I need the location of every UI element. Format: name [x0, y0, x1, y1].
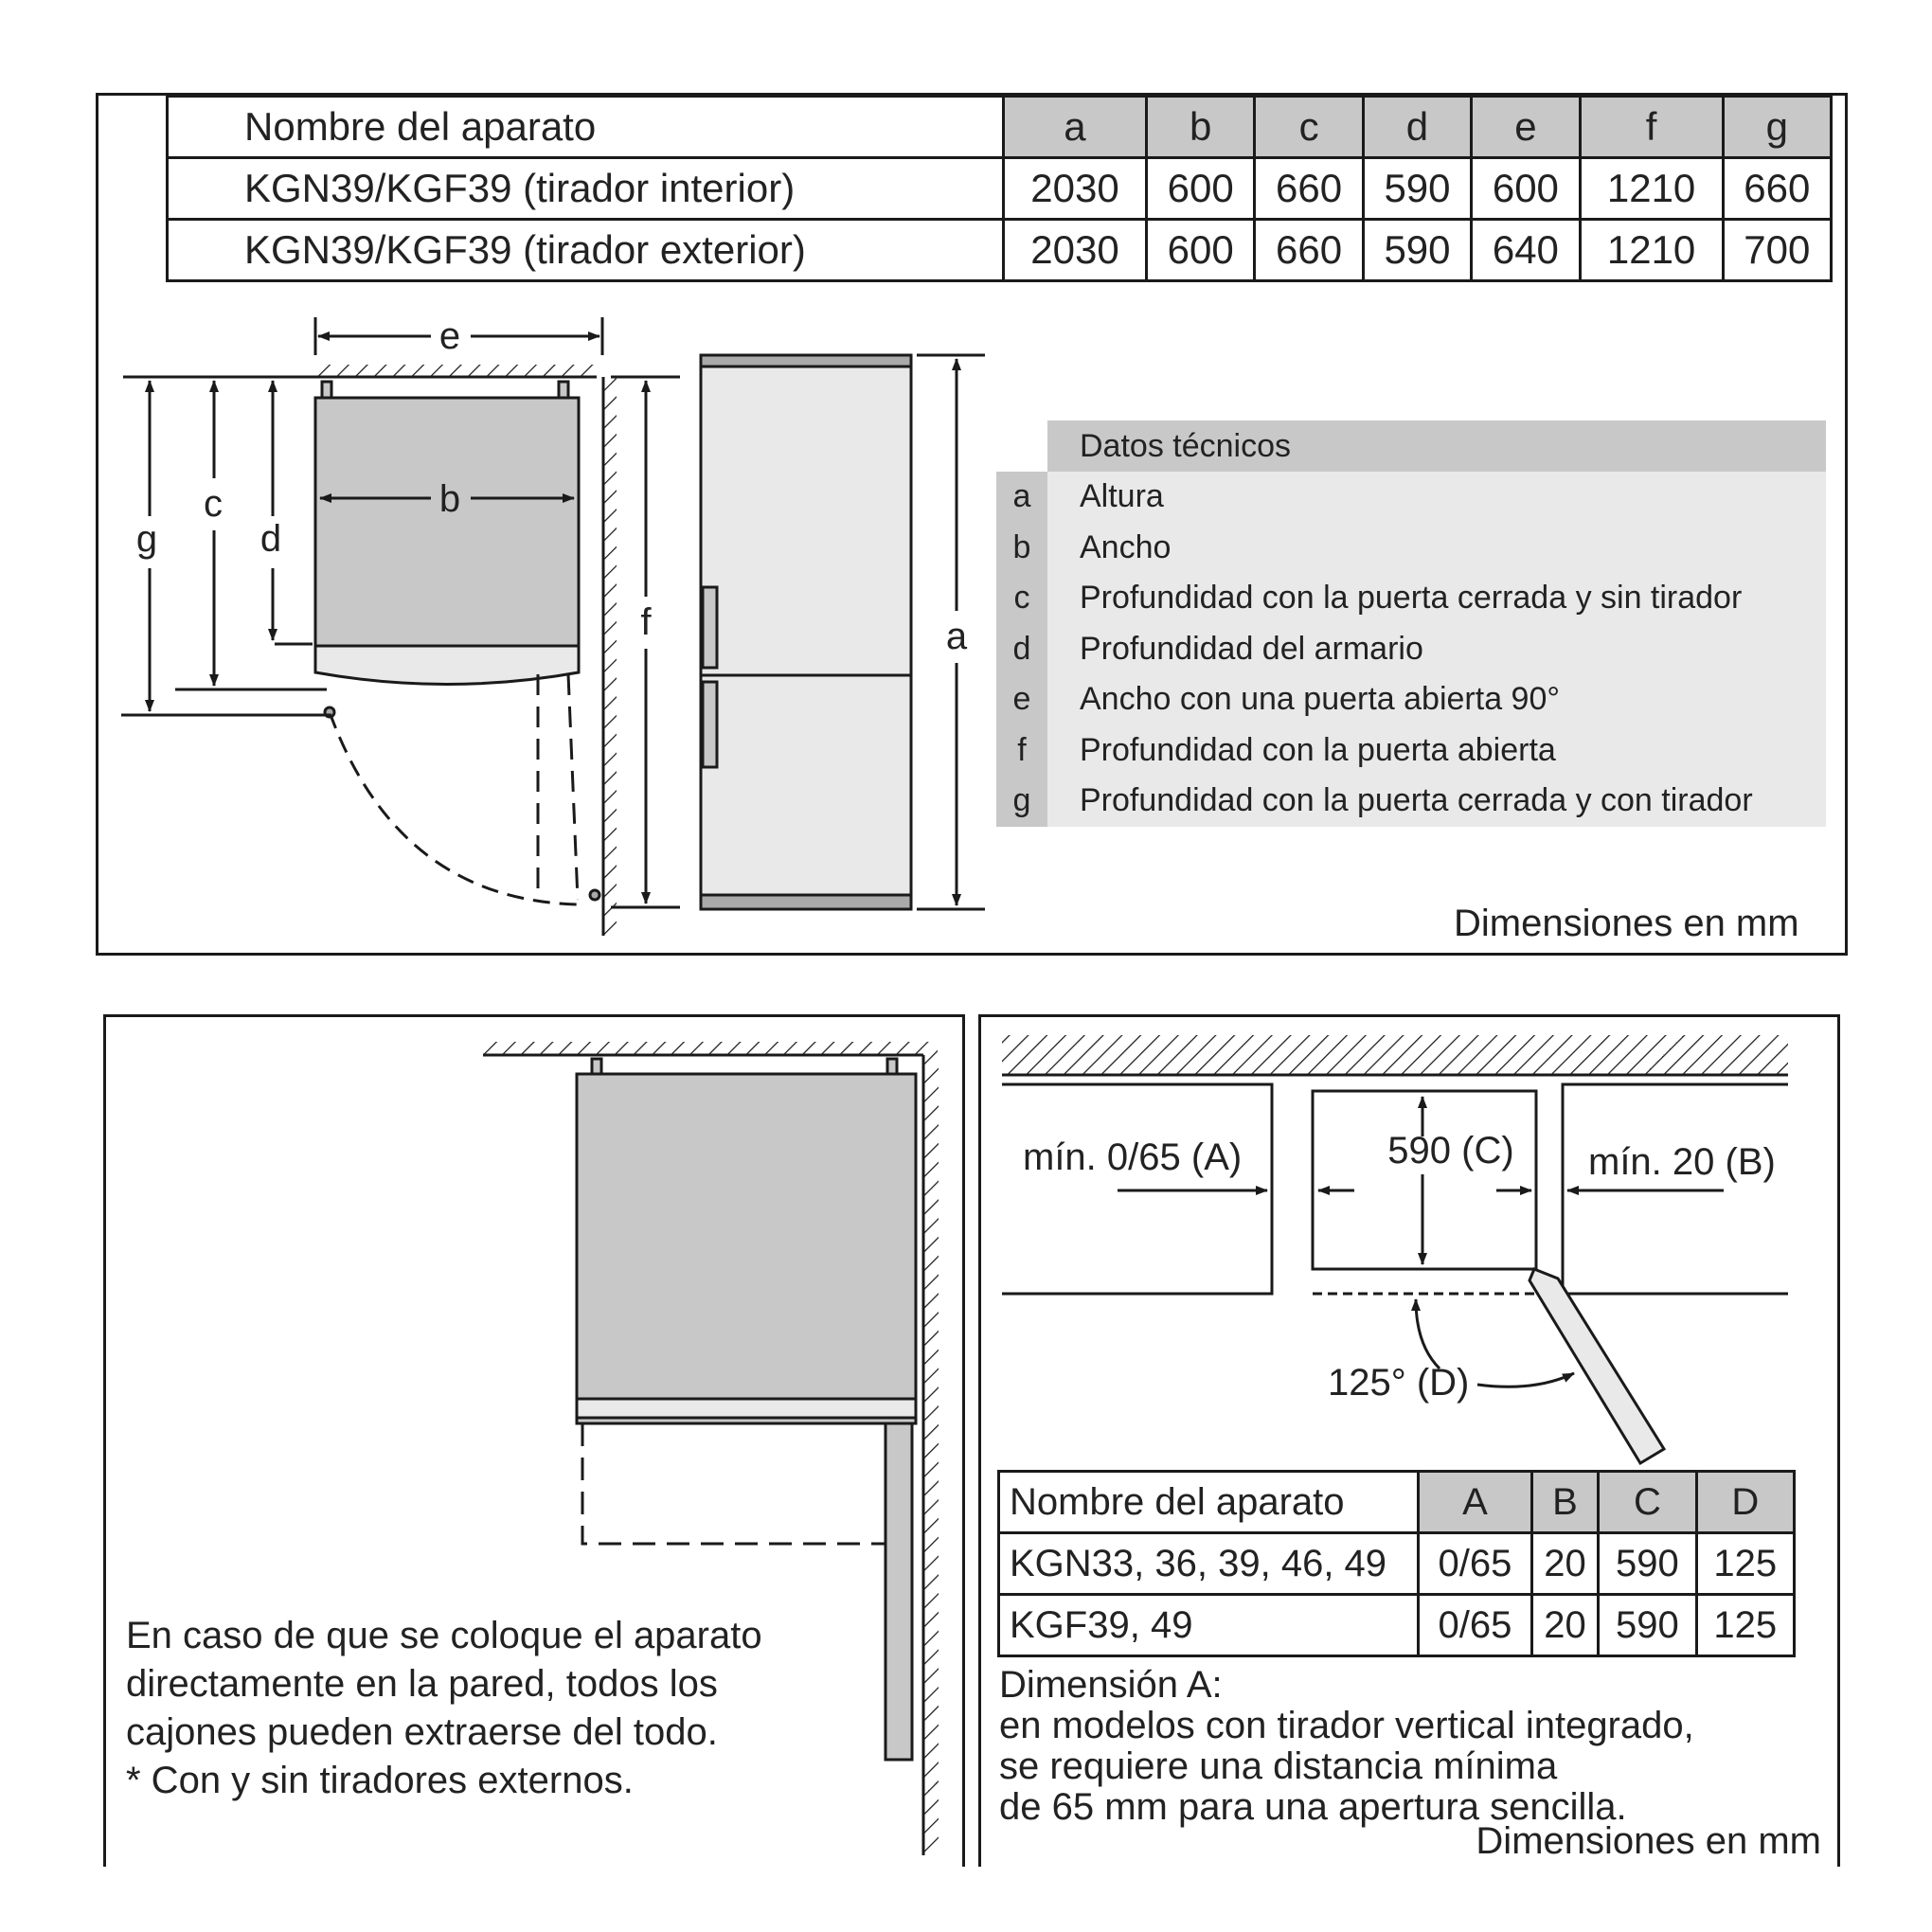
dim-label-b: b [438, 478, 461, 520]
col-header-c: c [1255, 97, 1363, 158]
dim-label-d: d [259, 518, 282, 560]
col-header-B: B [1531, 1472, 1598, 1533]
legend-row [996, 523, 1826, 574]
legend-letter: a [996, 472, 1047, 523]
technical-data-legend [996, 420, 1826, 827]
legend-letter: b [996, 523, 1047, 574]
cell-f: 1210 [1580, 158, 1723, 220]
col-header-g: g [1723, 97, 1831, 158]
cell-model: KGF39, 49 [999, 1595, 1419, 1656]
col-header-f: f [1580, 97, 1723, 158]
table-row [999, 1533, 1795, 1595]
dim-label-c: c [204, 483, 223, 525]
col-header-name: Nombre del aparato [999, 1472, 1419, 1533]
note-line: en modelos con tirador vertical integrado, [999, 1705, 1694, 1746]
model-dimensions-table [166, 95, 1833, 282]
note-line: Dimensión A: [999, 1664, 1223, 1706]
legend-desc: Altura [1047, 472, 1826, 523]
cell-g: 700 [1723, 220, 1831, 281]
cell-e: 640 [1472, 220, 1580, 281]
cell-C: 590 [1599, 1533, 1696, 1595]
dimensions-unit-note: Dimensiones en mm [1454, 903, 1799, 944]
cell-D: 125 [1696, 1595, 1794, 1656]
clearance-left-label: mín. 0/65 (A) [1023, 1136, 1243, 1178]
note-line: cajones pueden extraerse del todo. [126, 1711, 718, 1753]
col-header-name: Nombre del aparato [168, 97, 1004, 158]
cell-d: 590 [1363, 158, 1471, 220]
legend-desc: Profundidad con la puerta abierta [1047, 725, 1826, 777]
cell-d: 590 [1363, 220, 1471, 281]
legend-desc: Profundidad con la puerta cerrada y sin tirador [1047, 573, 1826, 624]
cell-A: 0/65 [1419, 1595, 1532, 1656]
legend-desc: Profundidad del armario [1047, 624, 1826, 675]
note-line: se requiere una distancia mínima [999, 1745, 1558, 1787]
legend-letter: g [996, 776, 1047, 827]
wall-install-note [126, 1612, 762, 1805]
col-header-D: D [1696, 1472, 1794, 1533]
legend-row [996, 674, 1826, 725]
note-line: de 65 mm para una apertura sencilla. [999, 1786, 1627, 1828]
top-view-diagram [121, 317, 680, 936]
legend-row [996, 725, 1826, 777]
dimensions-unit-note-clip [978, 1820, 1840, 1862]
col-header-C: C [1599, 1472, 1696, 1533]
cell-A: 0/65 [1419, 1533, 1532, 1595]
cell-b: 600 [1146, 158, 1254, 220]
legend-letter: f [996, 725, 1047, 777]
table-row [168, 220, 1832, 281]
dim-label-a: a [945, 616, 968, 657]
cell-model: KGN39/KGF39 (tirador interior) [168, 158, 1004, 220]
side-view-diagram [701, 355, 985, 909]
legend-desc: Profundidad con la puerta cerrada y con tirador [1047, 776, 1826, 827]
table-row [168, 158, 1832, 220]
dimension-a-note [999, 1665, 1694, 1828]
legend-row [996, 472, 1826, 523]
clearance-right-label: mín. 20 (B) [1588, 1141, 1776, 1183]
cell-B: 20 [1531, 1595, 1598, 1656]
dim-label-e: e [438, 315, 461, 357]
cell-model: KGN33, 36, 39, 46, 49 [999, 1533, 1419, 1595]
dim-label-g: g [135, 518, 158, 560]
cell-e: 600 [1472, 158, 1580, 220]
cell-c: 660 [1255, 158, 1363, 220]
cell-g: 660 [1723, 158, 1831, 220]
table-row [999, 1595, 1795, 1656]
note-line: directamente en la pared, todos los [126, 1663, 718, 1705]
clearance-table [997, 1470, 1796, 1657]
col-header-a: a [1004, 97, 1147, 158]
legend-letter: d [996, 624, 1047, 675]
dim-label-f: f [640, 601, 652, 643]
note-line: En caso de que se coloque el aparato [126, 1615, 762, 1656]
cell-B: 20 [1531, 1533, 1598, 1595]
cell-f: 1210 [1580, 220, 1723, 281]
legend-letter: c [996, 573, 1047, 624]
col-header-d: d [1363, 97, 1471, 158]
technical-data-title: Datos técnicos [1047, 420, 1826, 472]
col-header-b: b [1146, 97, 1254, 158]
legend-row [996, 776, 1826, 827]
col-header-e: e [1472, 97, 1580, 158]
dimensions-unit-note-bottom: Dimensiones en mm [1476, 1820, 1821, 1862]
cell-a: 2030 [1004, 158, 1147, 220]
clearance-center-label: 590 (C) [1387, 1130, 1514, 1172]
legend-desc: Ancho [1047, 523, 1826, 574]
legend-letter: e [996, 674, 1047, 725]
legend-row [996, 573, 1826, 624]
col-header-A: A [1419, 1472, 1532, 1533]
legend-row [996, 624, 1826, 675]
cell-a: 2030 [1004, 220, 1147, 281]
cell-b: 600 [1146, 220, 1254, 281]
legend-desc: Ancho con una puerta abierta 90° [1047, 674, 1826, 725]
cell-C: 590 [1599, 1595, 1696, 1656]
cell-D: 125 [1696, 1533, 1794, 1595]
table-header-row [999, 1472, 1795, 1533]
cell-model: KGN39/KGF39 (tirador exterior) [168, 220, 1004, 281]
clearance-angle-label: 125° (D) [1328, 1362, 1470, 1404]
table-header-row [168, 97, 1832, 158]
cell-c: 660 [1255, 220, 1363, 281]
note-line: * Con y sin tiradores externos. [126, 1760, 634, 1801]
